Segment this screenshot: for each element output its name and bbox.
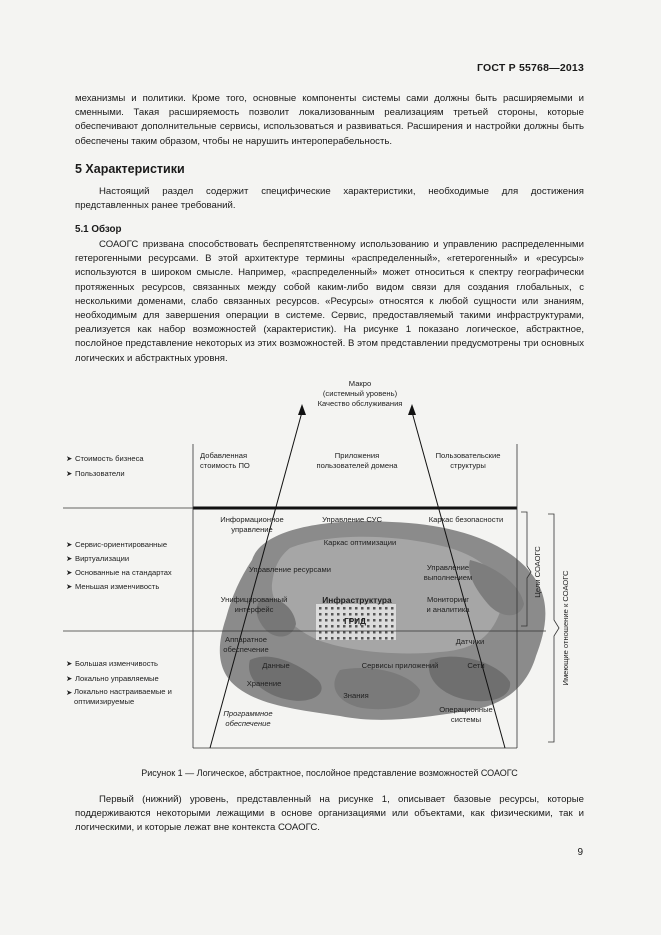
after-figure-paragraph: Первый (нижний) уровень, представленный на рисунке 1, описывает базовые ресурсы, которые поддерживаются некоторыми лежащими в основе организациями или объектами, как физическими, так и логическими, и которые лежат вне контекста СОАОГС.: [75, 794, 584, 834]
monitoring-label-1: Мониторинг: [426, 595, 470, 604]
arrow-bullet-icon: ➤: [66, 674, 73, 683]
hardware-label-2: обеспечение: [223, 645, 269, 654]
os-label-1: Операционные: [439, 705, 493, 714]
value-added-label-1: Добавленная: [200, 451, 248, 460]
storage-label: Хранение: [246, 679, 282, 688]
goals-label: Цели СОАОГС: [533, 546, 542, 598]
left-group-top: [66, 454, 144, 478]
arrow-bullet-icon: ➤: [66, 454, 73, 463]
left-item: Меньшая изменчивость: [75, 582, 160, 591]
intro-paragraph: механизмы и политики. Кроме того, основные компоненты системы сами должны быть расширяемыми и сменными. Такая расширяемость позволит локализованным реализациям третьей стороны, которые обеспечивают дополнительные сервисы, использоваться и развиваться. Расширения и настройки должны быть обеспечены таким образом, чтобы не нарушить интероперабельность.: [75, 93, 584, 147]
arrow-bullet-icon: ➤: [66, 469, 73, 478]
resource-cloud: [220, 521, 546, 720]
left-group-bottom: [66, 659, 194, 711]
optimization-label: Каркас оптимизации: [323, 538, 397, 547]
section-5-1-heading: 5.1 Обзор: [75, 224, 122, 235]
left-item: Локально управляемые: [75, 674, 159, 683]
left-item: Сервис-ориентированные: [75, 540, 168, 549]
info-mgmt-label-2: управление: [231, 525, 273, 534]
right-brace-relation: [548, 514, 570, 742]
user-structures-label-2: структуры: [450, 461, 486, 470]
arrow-bullet-icon: ➤: [66, 688, 73, 697]
left-group-middle: [66, 540, 172, 591]
info-mgmt-label-1: Информационное: [220, 515, 284, 524]
exec-mgmt-label-1: Управление: [426, 563, 470, 572]
data-label: Данные: [262, 661, 290, 670]
arrow-bullet-icon: ➤: [66, 540, 73, 549]
left-item: Пользователи: [75, 469, 125, 478]
left-item: Большая изменчивость: [75, 659, 158, 668]
unified-iface-label-2: интерфейс: [234, 605, 274, 614]
infrastructure-label: Инфраструктура: [322, 595, 392, 605]
left-item: Основанные на стандартах: [75, 568, 172, 577]
page-number: 9: [577, 847, 583, 858]
networks-label: Сети: [467, 661, 485, 670]
security-framework-label: Каркас безопасности: [428, 515, 504, 524]
sensors-label: Датчики: [455, 637, 485, 646]
macro-label-2: (системный уровень): [322, 389, 398, 398]
section-5-1-text: СОАОГС призвана способствовать беспрепятственному использованию и управлению распределенными гетерогенными ресурсами. В этой архитектуре термины «распределенный», «гетерогенный» и «ресурсы» используются в широком смысле. Например, «распределенный» может относиться к спектру географически протяженных ресурсов, связанных между собой каким-либо видом связи для создания глобальных, с несколькими доменами, слабо связанных ресурсов. «Ресурсы» относятся к любой сущности или знаниям, необходимым для завершения операции в системе. Сервис, предоставляемый такими инфраструктурами, реализуется как набор возможностей (характеристик). На рисунке 1 показано логическое, абстрактное, послойное представление некоторых из этих возможностей. В этом представлении предусмотрены три основных логических и абстрактных уровня.: [75, 239, 584, 364]
arrow-bullet-icon: ➤: [66, 659, 73, 668]
macro-label-3: Качество обслуживания: [317, 399, 403, 408]
resource-mgmt-label: Управление ресурсами: [249, 565, 331, 574]
os-label-2: системы: [450, 715, 482, 724]
grid-label: ГРИД: [344, 617, 366, 626]
arrow-bullet-icon: ➤: [66, 568, 73, 577]
domain-apps-label-2: пользователей домена: [316, 461, 398, 470]
left-item: Локально настраиваемые и оптимизируемые: [74, 687, 172, 706]
hardware-label-1: Аппаратное: [225, 635, 267, 644]
macro-label-1: Макро: [348, 379, 372, 388]
knowledge-label: Знания: [343, 691, 369, 700]
value-added-label-2: стоимость ПО: [200, 461, 250, 470]
sus-mgmt-label: Управление СУС: [322, 515, 382, 524]
domain-apps-label-1: Приложения: [334, 451, 380, 460]
software-label-1: Программное: [223, 709, 273, 718]
section-5-text: Настоящий раздел содержит специфические характеристики, необходимые для достижения представленных ранее требований.: [75, 186, 584, 212]
app-services-label: Сервисы приложений: [361, 661, 439, 670]
software-label-2: обеспечение: [225, 719, 271, 728]
left-item: Виртуализации: [75, 554, 130, 563]
figure-caption: Рисунок 1 — Логическое, абстрактное, послойное представление возможностей СОАОГС: [141, 768, 518, 778]
user-structures-label-1: Пользовательские: [435, 451, 501, 460]
relation-label: Имеющие отношение к СОАОГС: [561, 570, 570, 686]
section-5-heading: 5 Характеристики: [75, 162, 185, 176]
arrow-bullet-icon: ➤: [66, 582, 73, 591]
exec-mgmt-label-2: выполнением: [423, 573, 473, 582]
left-item: Стоимость бизнеса: [75, 454, 144, 463]
monitoring-label-2: и аналитика: [426, 605, 470, 614]
document-id: ГОСТ Р 55768—2013: [476, 62, 584, 74]
arrow-bullet-icon: ➤: [66, 554, 73, 563]
unified-iface-label-1: Унифицированный: [220, 595, 288, 604]
